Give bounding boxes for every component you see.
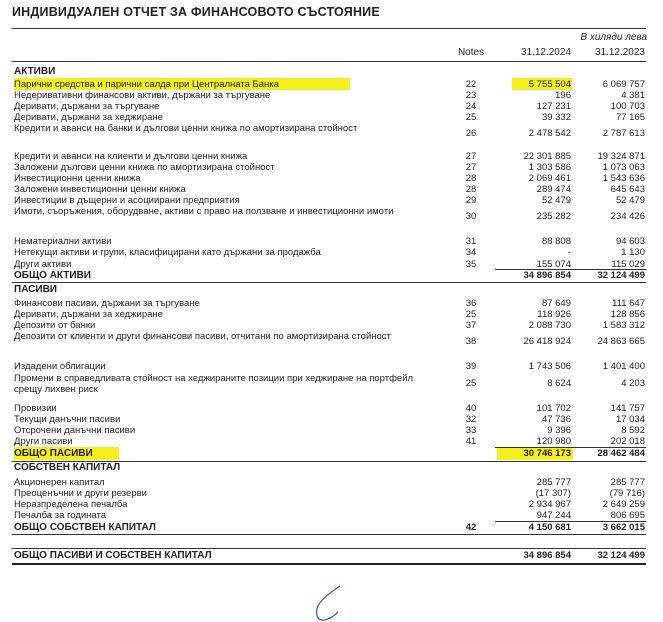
row-label: Кредити и аванси на клиенти и дългови ценни книжа (14, 151, 248, 162)
row-label: Отсрочени данъчни пасиви (14, 425, 136, 436)
row-value-2024: - (567, 247, 571, 258)
row-value-2024: 155 074 (536, 259, 571, 270)
row-label: Имоти, съоръжения, оборудване, активи с право на ползване и инвестиционни имоти (14, 206, 394, 217)
row-label: Недеривативни финансови активи, държани за търгуване (14, 90, 271, 101)
row-notes: 25 (465, 112, 477, 123)
row-value-2023: 100 703 (610, 101, 645, 112)
row-label: Парични средства и парични салда при Централната Банка (14, 79, 279, 90)
row-notes: 32 (465, 414, 477, 425)
row-notes: 40 (465, 403, 477, 414)
row-value-2024: 2 478 542 (528, 128, 571, 139)
row-notes: 25 (465, 378, 477, 389)
row-notes: 37 (465, 320, 477, 331)
row-label: Заложени инвестиционни ценни книжа (14, 184, 186, 195)
row-value-2024: 4 150 681 (528, 522, 571, 533)
row-value-2024: 235 282 (536, 211, 571, 222)
units-note: В хиляди лева (580, 32, 647, 43)
row-notes: 31 (465, 236, 477, 247)
row-notes: 27 (465, 162, 477, 173)
row-label: Кредити и аванси на банки и дългови ценни книжа по амортизирана стойност (14, 123, 358, 134)
row-notes: 27 (465, 151, 477, 162)
row-value-2024: 1 743 506 (528, 361, 571, 372)
row-label: Провизии (14, 403, 57, 414)
row-label: Заложени дългови ценни книжа по амортизирана стойност (14, 162, 275, 173)
row-value-2024: 34 896 854 (523, 270, 571, 281)
row-label: Финансови пасиви, държани за търгуване (14, 298, 200, 309)
row-value-2023: 3 662 015 (602, 522, 645, 533)
row-value-2023: 1 130 (621, 247, 645, 258)
row-value-2024: 2 934 967 (528, 499, 571, 510)
row-value-2024: 120 980 (536, 436, 571, 447)
row-value-2023: 115 029 (611, 259, 645, 270)
row-label: Акционерен капитал (14, 477, 105, 488)
row-label: Деривати, държани за хеджиране (14, 309, 163, 320)
row-value-2024: 87 649 (541, 298, 571, 309)
row-label: Преоценъчни и други резерви (14, 488, 147, 499)
row-value-2024: 39 332 (541, 112, 571, 123)
row-value-2023: 6 069 757 (602, 79, 645, 90)
row-value-2023: (79 716) (609, 488, 645, 499)
row-value-2023: 128 856 (610, 309, 645, 320)
row-value-2023: 8 592 (621, 425, 645, 436)
row-value-2023: 234 426 (610, 211, 645, 222)
row-value-2024: (17 307) (535, 488, 571, 499)
row-value-2024: 34 896 854 (523, 550, 571, 561)
row-notes: 29 (465, 195, 477, 206)
row-value-2023: 28 462 484 (597, 448, 645, 459)
row-notes: 34 (465, 247, 477, 258)
row-label: ОБЩО СОБСТВЕН КАПИТАЛ (14, 522, 156, 533)
row-notes: 22 (465, 79, 477, 90)
row-value-2023: 19 324 871 (597, 151, 645, 162)
row-notes: 41 (465, 436, 477, 447)
row-value-2024: 127 231 (536, 101, 571, 112)
row-label: Други пасиви (14, 436, 73, 447)
row-value-2023: 32 124 499 (597, 550, 645, 561)
row-value-2024: 1 303 586 (528, 162, 571, 173)
row-value-2023: 32 124 499 (597, 270, 645, 281)
row-value-2023: 1 073 063 (602, 162, 645, 173)
row-value-2023: 17 034 (615, 414, 645, 425)
row-value-2024: 118 926 (537, 309, 571, 320)
notes-column-header: Notes (457, 47, 485, 58)
row-value-2024: 88 808 (541, 236, 571, 247)
row-notes: 28 (465, 184, 477, 195)
row-label: АКТИВИ (14, 66, 56, 77)
row-value-2023: 4 203 (621, 378, 645, 389)
row-notes: 33 (465, 425, 477, 436)
row-value-2024: 196 (555, 90, 571, 101)
row-notes: 30 (465, 211, 477, 222)
row-value-2024: 285 777 (536, 477, 571, 488)
row-value-2023: 52 479 (615, 195, 645, 206)
row-label: ОБЩО АКТИВИ (14, 270, 91, 281)
row-label: ОБЩО ПАСИВИ (14, 448, 93, 459)
row-value-2023: 4 381 (621, 90, 645, 101)
row-label: ПАСИВИ (14, 284, 57, 295)
row-value-2024: 47 736 (541, 414, 571, 425)
row-label: Инвестиции в дъщерни и асоциирани предприятия (14, 195, 240, 206)
col-2024-header: 31.12.2024 (520, 47, 571, 58)
row-value-2024: 8 624 (547, 378, 571, 389)
row-label: Издадени облигации (14, 361, 106, 372)
row-label: Печалба за годината (14, 510, 107, 521)
row-notes: 25 (465, 309, 477, 320)
row-label: Нетекущи активи и групи, класифицирани като държани за продажба (14, 247, 321, 258)
row-label: Деривати, държани за търгуване (14, 101, 160, 112)
row-value-2023: 285 777 (610, 477, 645, 488)
row-notes: 35 (465, 259, 477, 270)
row-value-2024: 101 702 (536, 403, 571, 414)
row-value-2023: 111 647 (612, 298, 645, 309)
row-value-2023: 77 165 (615, 112, 645, 123)
row-label: ОБЩО ПАСИВИ И СОБСТВЕН КАПИТАЛ (14, 550, 212, 561)
row-value-2024: 52 479 (541, 195, 571, 206)
row-value-2023: 94 603 (615, 236, 645, 247)
row-notes: 26 (465, 128, 477, 139)
row-value-2023: 645 643 (610, 184, 645, 195)
row-notes: 39 (465, 361, 477, 372)
row-value-2024: 26 418 924 (523, 336, 571, 347)
row-value-2023: 1 583 312 (602, 320, 645, 331)
row-value-2024: 947 244 (536, 510, 571, 521)
row-label: Други активи (14, 259, 72, 270)
row-value-2023: 24 863 665 (597, 336, 645, 347)
row-value-2024: 5 755 504 (528, 79, 571, 90)
row-value-2023: 2 649 259 (602, 499, 645, 510)
row-label: Деривати, държани за хеджиране (14, 112, 163, 123)
row-notes: 24 (465, 101, 477, 112)
row-value-2024: 22 301 885 (523, 151, 571, 162)
row-value-2024: 2 069 461 (528, 173, 571, 184)
statement-title: ИНДИВИДУАЛЕН ОТЧЕТ ЗА ФИНАНСОВОТО СЪСТОЯНИЕ (12, 5, 380, 19)
row-value-2024: 289 474 (536, 184, 571, 195)
row-value-2024: 30 746 173 (523, 448, 571, 459)
row-label: Депозити от банки (14, 320, 96, 331)
row-notes: 23 (465, 90, 477, 101)
row-label: Депозити от клиенти и други финансови пасиви, отчитани по амортизирана стойност (14, 331, 391, 342)
col-2023-header: 31.12.2023 (594, 47, 645, 58)
row-value-2023: 141 757 (610, 403, 645, 414)
row-notes: 38 (465, 336, 477, 347)
row-label: Нематериални активи (14, 236, 112, 247)
row-label: Неразпределена печалба (14, 499, 128, 510)
row-label: Текущи данъчни пасиви (14, 414, 121, 425)
row-notes: 28 (465, 173, 477, 184)
row-value-2023: 1 543 636 (602, 173, 645, 184)
row-value-2024: 2 088 730 (528, 320, 571, 331)
row-label: Промени в справедливата стойност на хеджираните позиции при хеджиране на портфейл срещу лихвен риск (14, 373, 414, 395)
row-notes: 36 (465, 298, 477, 309)
row-label: Инвестиционни ценни книжа (14, 173, 141, 184)
row-label: СОБСТВЕН КАПИТАЛ (14, 462, 121, 473)
row-value-2023: 202 018 (610, 436, 645, 447)
row-value-2023: 2 787 613 (602, 128, 645, 139)
row-value-2023: 1 401 400 (602, 361, 645, 372)
row-value-2024: 9 396 (547, 425, 571, 436)
row-value-2023: 806 695 (610, 510, 645, 521)
row-notes: 42 (465, 522, 477, 533)
